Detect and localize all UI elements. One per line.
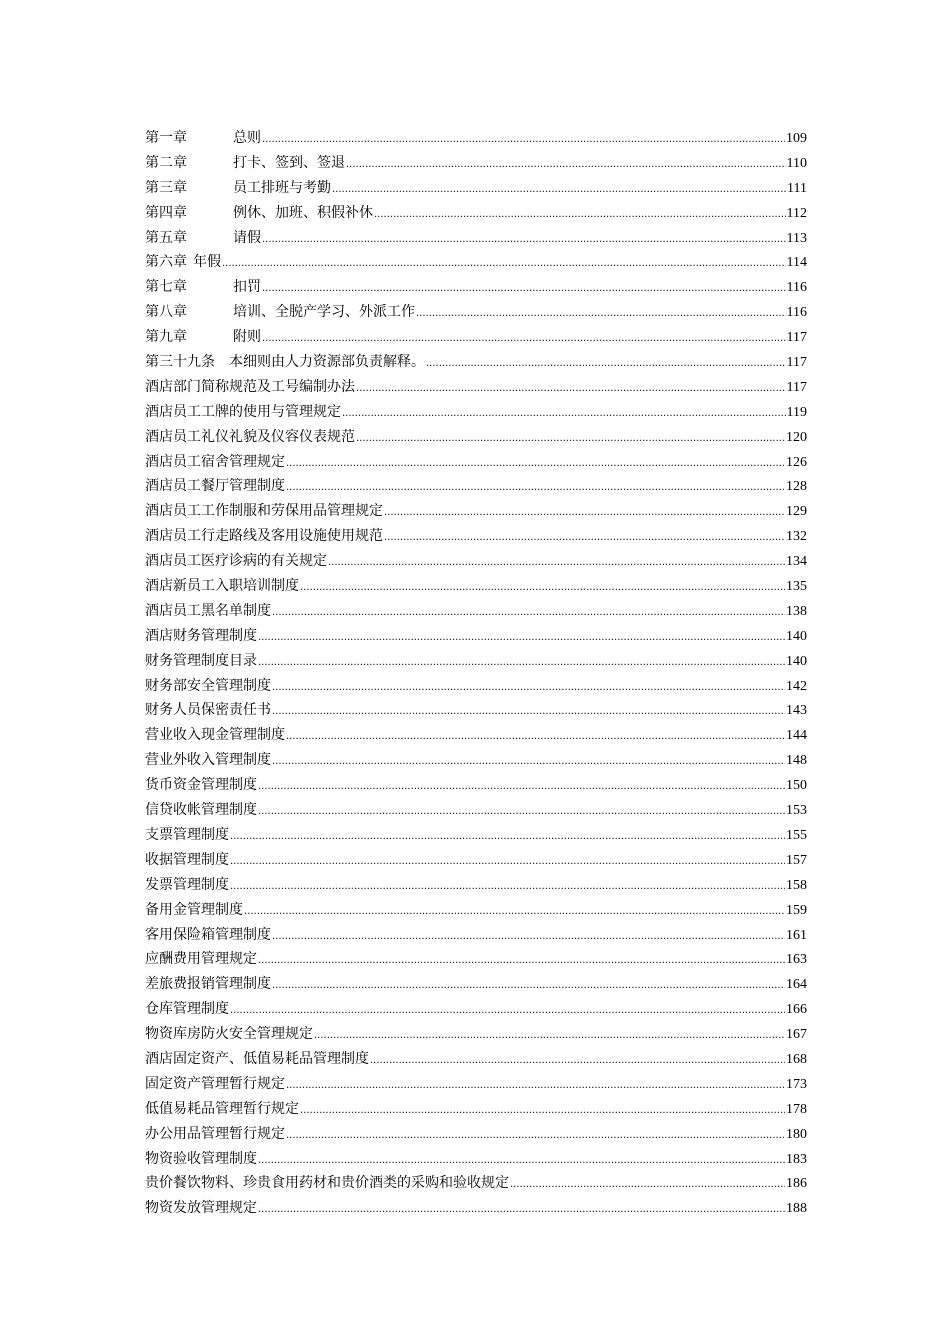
dot-leader [286, 725, 785, 750]
toc-entry[interactable] [145, 375, 807, 400]
dot-leader [230, 999, 785, 1024]
toc-entry-label [145, 798, 257, 823]
dot-leader [300, 576, 785, 601]
dot-leader [510, 1173, 785, 1198]
toc-chapter-number: 第三十九条 [145, 354, 215, 371]
toc-entry-title: 物资库房防火安全管理规定 [145, 1026, 313, 1043]
toc-page-number: 158 [786, 877, 807, 893]
dot-leader [262, 128, 785, 153]
dot-leader [272, 925, 785, 950]
toc-page-number: 155 [786, 827, 807, 843]
toc-entry[interactable] [145, 151, 807, 176]
toc-entry[interactable] [145, 848, 807, 873]
toc-entry[interactable] [145, 1147, 807, 1172]
toc-entry-label [145, 325, 261, 350]
toc-page-number: 166 [786, 1002, 807, 1018]
toc-entry-title: 酒店员工礼仪礼貌及仪容仪表规范 [145, 428, 355, 445]
toc-page-number: 144 [786, 728, 807, 744]
toc-page-number: 153 [786, 803, 807, 819]
toc-entry-label [145, 972, 271, 997]
dot-leader [384, 526, 785, 551]
toc-entry-label [145, 823, 229, 848]
dot-leader [262, 327, 786, 352]
toc-entry-title: 营业收入现金管理制度 [145, 727, 285, 744]
toc-page-number: 143 [786, 703, 807, 719]
toc-page-number: 157 [786, 852, 807, 868]
toc-entry-title: 物资发放管理规定 [145, 1200, 257, 1217]
toc-page-number: 140 [786, 628, 807, 644]
toc-entry-label [145, 474, 285, 499]
toc-entry[interactable] [145, 350, 807, 375]
toc-entry-label [145, 350, 425, 375]
toc-entry[interactable] [145, 599, 807, 624]
toc-entry-title: 酒店员工行走路线及客用设施使用规范 [145, 528, 383, 545]
toc-page-number: 135 [786, 579, 807, 595]
toc-entry[interactable] [145, 649, 807, 674]
toc-page-number: 167 [786, 1027, 807, 1043]
toc-entry-label [145, 176, 331, 201]
toc-entry-title: 酒店新员工入职培训制度 [145, 578, 299, 595]
toc-entry-title: 酒店固定资产、低值易耗品管理制度 [145, 1050, 369, 1067]
dot-leader [244, 900, 785, 925]
dot-leader [370, 1049, 785, 1074]
toc-entry-title: 支票管理制度 [145, 826, 229, 843]
toc-entry-label [145, 773, 257, 798]
toc-entry[interactable] [145, 798, 807, 823]
toc-page-number: 180 [786, 1126, 807, 1142]
toc-entry[interactable] [145, 524, 807, 549]
toc-entry[interactable] [145, 972, 807, 997]
toc-entry-title: 扣罚 [233, 279, 261, 296]
dot-leader [258, 775, 785, 800]
toc-entry-label [145, 1022, 313, 1047]
toc-entry-title: 固定资产管理暂行规定 [145, 1075, 285, 1092]
toc-entry-label [145, 873, 229, 898]
toc-page-number: 168 [786, 1051, 807, 1067]
toc-page-number: 163 [786, 952, 807, 968]
toc-entry-title: 总则 [233, 130, 261, 146]
toc-page-number: 110 [786, 155, 807, 171]
dot-leader [346, 153, 786, 178]
toc-page-number: 178 [786, 1101, 807, 1117]
toc-entry[interactable] [145, 474, 807, 499]
dot-leader [272, 974, 785, 999]
toc-page-number: 117 [786, 379, 807, 395]
dot-leader [262, 277, 786, 302]
toc-entry[interactable] [145, 624, 807, 649]
toc-entry-title: 财务人员保密责任书 [145, 702, 271, 719]
toc-entry-label [145, 450, 285, 475]
toc-entry[interactable] [145, 674, 807, 699]
toc-page-number: 159 [786, 902, 807, 918]
dot-leader [356, 377, 786, 402]
toc-entry-label [145, 275, 261, 300]
toc-entry-title: 酒店员工黑名单制度 [145, 602, 271, 619]
toc-entry[interactable] [145, 275, 807, 300]
toc-entry-title: 低值易耗品管理暂行规定 [145, 1100, 299, 1117]
toc-page-number: 111 [787, 180, 807, 196]
toc-entry-label [145, 126, 261, 151]
toc-chapter-number: 第四章 [145, 204, 187, 221]
toc-page-number: 148 [786, 753, 807, 769]
toc-entry-label [145, 250, 221, 275]
dot-leader [286, 1124, 785, 1149]
toc-entry[interactable] [145, 1171, 807, 1196]
toc-entry-label [145, 300, 415, 325]
dot-leader [342, 402, 786, 427]
toc-entry-label [145, 400, 341, 425]
toc-entry-label [145, 1196, 257, 1221]
toc-entry-title: 酒店员工工作制服和劳保用品管理规定 [145, 503, 383, 520]
toc-entry-title: 年假 [193, 254, 221, 271]
toc-entry[interactable] [145, 400, 807, 425]
toc-entry-title: 酒店员工医疗诊病的有关规定 [145, 553, 327, 570]
toc-page-number: 126 [786, 454, 807, 470]
dot-leader [222, 252, 786, 277]
toc-entry[interactable] [145, 574, 807, 599]
toc-chapter-number: 第三章 [145, 179, 187, 196]
toc-page-number: 113 [786, 230, 807, 246]
dot-leader [258, 626, 785, 651]
toc-page-number: 114 [786, 255, 807, 271]
toc-entry[interactable] [145, 997, 807, 1022]
toc-chapter-number: 第七章 [145, 279, 187, 296]
toc-entry-title: 员工排班与考勤 [233, 179, 331, 196]
toc-entry[interactable] [145, 450, 807, 475]
toc-entry-label [145, 375, 355, 400]
toc-page-number: 119 [786, 404, 807, 420]
dot-leader [416, 302, 786, 327]
toc-entry-title: 客用保险箱管理制度 [145, 926, 271, 943]
toc-entry-title: 财务部安全管理制度 [145, 677, 271, 694]
dot-leader [230, 825, 785, 850]
dot-leader [272, 676, 785, 701]
toc-page-number: 109 [786, 131, 807, 146]
toc-page-number: 173 [786, 1076, 807, 1092]
toc-entry-label [145, 649, 257, 674]
toc-entry-label [145, 524, 383, 549]
toc-entry-label [145, 723, 285, 748]
toc-entry[interactable] [145, 898, 807, 923]
toc-entry-label [145, 1072, 285, 1097]
toc-entry-label [145, 1122, 285, 1147]
dot-leader [230, 875, 785, 900]
toc-entry-label [145, 1147, 257, 1172]
toc-entry-label [145, 499, 383, 524]
toc-entry-label [145, 947, 257, 972]
toc-chapter-number: 第八章 [145, 304, 187, 321]
toc-entry-label [145, 201, 373, 226]
toc-entry-label [145, 151, 345, 176]
toc-entry-label [145, 574, 299, 599]
toc-entry[interactable] [145, 947, 807, 972]
dot-leader [286, 1074, 785, 1099]
toc-entry-title: 例休、加班、积假补休 [233, 204, 373, 221]
toc-entry[interactable] [145, 1196, 807, 1221]
toc-page-number: 116 [786, 305, 807, 321]
dot-leader [258, 800, 785, 825]
toc-entry-title: 营业外收入管理制度 [145, 752, 271, 769]
toc-entry[interactable] [145, 1097, 807, 1122]
toc-chapter-number: 第九章 [145, 329, 187, 346]
dot-leader [230, 850, 785, 875]
toc-entry-label [145, 674, 271, 699]
dot-leader [314, 1024, 785, 1049]
toc-chapter-number: 第五章 [145, 229, 187, 246]
dot-leader [272, 601, 785, 626]
toc-entry[interactable] [145, 250, 807, 275]
toc-entry-label [145, 599, 271, 624]
toc-entry-title: 发票管理制度 [145, 876, 229, 893]
dot-leader [384, 501, 785, 526]
dot-leader [286, 476, 785, 501]
toc-entry[interactable] [145, 1047, 807, 1072]
toc-entry-title: 货币资金管理制度 [145, 777, 257, 794]
dot-leader [258, 1149, 785, 1174]
toc-entry-title: 酒店员工工牌的使用与管理规定 [145, 403, 341, 420]
toc-entry-label [145, 425, 355, 450]
toc-entry-title: 培训、全脱产学习、外派工作 [233, 304, 415, 321]
toc-entry-label [145, 624, 257, 649]
toc-page-number: 120 [786, 429, 807, 445]
toc-page-number: 117 [786, 355, 807, 371]
toc-entry[interactable] [145, 201, 807, 226]
toc-page-number: 142 [786, 678, 807, 694]
toc-entry[interactable] [145, 823, 807, 848]
toc-entry-title: 物资验收管理制度 [145, 1150, 257, 1167]
toc-entry-title: 办公用品管理暂行规定 [145, 1125, 285, 1142]
dot-leader [426, 352, 786, 377]
toc-entry-label [145, 698, 271, 723]
dot-leader [332, 178, 786, 203]
toc-entry[interactable] [145, 499, 807, 524]
toc-entry[interactable] [145, 748, 807, 773]
toc-entry[interactable] [145, 698, 807, 723]
dot-leader [272, 750, 785, 775]
toc-entry[interactable] [145, 549, 807, 574]
dot-leader [272, 700, 785, 725]
toc-entry-title: 酒店财务管理制度 [145, 627, 257, 644]
table-of-contents [145, 126, 807, 1221]
toc-entry[interactable] [145, 300, 807, 325]
toc-entry-title: 酒店员工宿舍管理规定 [145, 453, 285, 470]
dot-leader [328, 551, 785, 576]
toc-page-number: 128 [786, 479, 807, 495]
toc-entry-title: 仓库管理制度 [145, 1001, 229, 1018]
dot-leader [286, 452, 785, 477]
toc-entry-title: 打卡、签到、签退 [233, 154, 345, 171]
toc-page-number: 134 [786, 554, 807, 570]
toc-entry[interactable] [145, 773, 807, 798]
toc-entry-label [145, 898, 243, 923]
toc-page-number: 116 [786, 280, 807, 296]
toc-page-number: 161 [786, 927, 807, 943]
toc-entry-title: 备用金管理制度 [145, 901, 243, 918]
toc-page-number: 129 [786, 504, 807, 520]
toc-entry[interactable] [145, 176, 807, 201]
toc-page-number: 140 [786, 653, 807, 669]
dot-leader [258, 1198, 785, 1223]
toc-entry-title: 贵价餐饮物料、珍贵食用药材和贵价酒类的采购和验收规定 [145, 1175, 509, 1192]
toc-entry[interactable] [145, 1122, 807, 1147]
dot-leader [262, 228, 786, 253]
toc-entry-label [145, 226, 261, 251]
toc-entry-title: 请假 [233, 229, 261, 246]
dot-leader [374, 203, 786, 228]
toc-page-number: 183 [786, 1151, 807, 1167]
toc-entry-label [145, 549, 327, 574]
toc-page-number: 164 [786, 977, 807, 993]
toc-entry[interactable] [145, 1022, 807, 1047]
toc-entry-label [145, 997, 229, 1022]
toc-page-number: 117 [786, 330, 807, 346]
toc-page-number: 150 [786, 778, 807, 794]
toc-entry-title: 本细则由人力资源部负责解释。 [229, 354, 425, 371]
toc-entry-title: 收据管理制度 [145, 851, 229, 868]
toc-entry-label [145, 1097, 299, 1122]
toc-entry[interactable] [145, 1072, 807, 1097]
toc-entry-title: 财务管理制度目录 [145, 652, 257, 669]
toc-entry-label [145, 923, 271, 948]
toc-chapter-number: 第六章 [145, 254, 187, 271]
toc-entry-title: 酒店部门简称规范及工号编制办法 [145, 378, 355, 395]
toc-entry[interactable] [145, 325, 807, 350]
toc-entry-title: 附则 [233, 329, 261, 346]
toc-entry-label [145, 1047, 369, 1072]
dot-leader [258, 949, 785, 974]
toc-chapter-number: 第二章 [145, 154, 187, 171]
toc-entry[interactable] [145, 873, 807, 898]
toc-entry-title: 酒店员工餐厅管理制度 [145, 478, 285, 495]
toc-entry-label [145, 848, 229, 873]
toc-entry[interactable] [145, 226, 807, 251]
dot-leader [300, 1099, 785, 1124]
toc-entry-label [145, 748, 271, 773]
toc-entry-title: 信贷收帐管理制度 [145, 802, 257, 819]
toc-chapter-number: 第一章 [145, 130, 187, 146]
dot-leader [258, 651, 785, 676]
toc-entry[interactable] [145, 923, 807, 948]
toc-entry-title: 差旅费报销管理制度 [145, 976, 271, 993]
toc-page-number: 112 [786, 205, 807, 221]
toc-page-number: 132 [786, 529, 807, 545]
toc-page-number: 186 [786, 1176, 807, 1192]
toc-entry-label [145, 1171, 509, 1196]
dot-leader [356, 427, 785, 452]
toc-entry[interactable] [145, 126, 807, 151]
toc-entry[interactable] [145, 723, 807, 748]
toc-page-number: 138 [786, 603, 807, 619]
toc-entry[interactable] [145, 425, 807, 450]
toc-page-number: 188 [786, 1201, 807, 1217]
toc-entry-title: 应酬费用管理规定 [145, 951, 257, 968]
